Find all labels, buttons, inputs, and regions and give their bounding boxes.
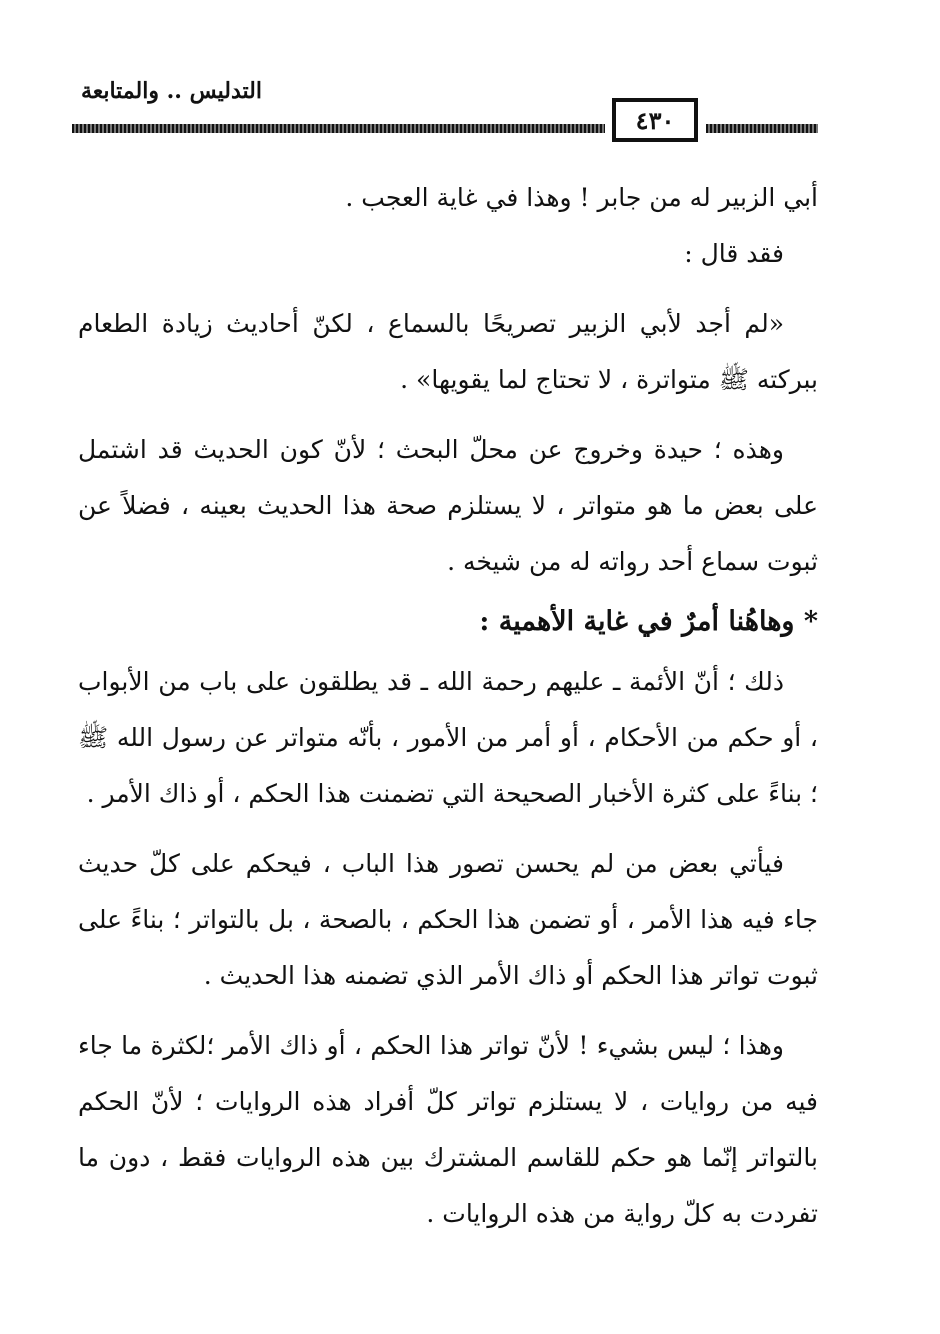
page-body bbox=[78, 170, 818, 1242]
header-rule-left bbox=[72, 124, 605, 133]
section-heading: * وهاهُنا أمرٌ في غاية الأهمية : bbox=[479, 606, 818, 637]
paragraph-spacer bbox=[78, 822, 818, 836]
quotation: «لم أجد لأبي الزبير تصريحًا بالسماع ، لكنّ أحاديث زيادة الطعام ببركته ﷺ متواترة ، لا تحتاج لما يقويها» . bbox=[78, 309, 818, 394]
paragraph-1: أبي الزبير له من جابر ! وهذا في غاية العجب . bbox=[345, 183, 818, 212]
paragraph-4: ذلك ؛ أنّ الأئمة ـ عليهم رحمة الله ـ قد يطلقون على باب من الأبواب ، أو حكم من الأحكام ، أو أمر من الأمور ، بأنّه متواتر عن رسول الله ﷺ ؛ بناءً على كثرة الأخبار الصحيحة التي تضمنت هذا الحكم ، أو ذاك الأمر . bbox=[78, 667, 818, 808]
paragraph-spacer bbox=[78, 1004, 818, 1018]
header-rule-right bbox=[706, 124, 818, 133]
paragraph-2: فقد قال : bbox=[684, 239, 784, 268]
paragraph-6: وهذا ؛ ليس بشيء ! لأنّ تواتر هذا الحكم ، أو ذاك الأمر ؛لكثرة ما جاء فيه من روايات ، لا يستلزم تواتر كلّ أفراد هذه الروايات ؛ لأنّ الحكم بالتواتر إنّما هو حكم للقاسم المشترك بين هذه الروايات فقط ، دون ما تفردت به كلّ رواية من هذه الروايات . bbox=[78, 1031, 818, 1228]
paragraph-3: وهذه ؛ حيدة وخروج عن محلّ البحث ؛ لأنّ كون الحديث قد اشتمل على بعض ما هو متواتر ، لا يستلزم صحة هذا الحديث بعينه ، فضلاً عن ثبوت سماع أحد رواته له من شيخه . bbox=[78, 435, 818, 576]
paragraph-spacer bbox=[78, 282, 818, 296]
page-number: ٤٣٠ bbox=[612, 98, 698, 142]
paragraph-spacer bbox=[78, 408, 818, 422]
running-title: التدليس .. والمتابعة bbox=[80, 78, 262, 104]
paragraph-5: فيأتي بعض من لم يحسن تصور هذا الباب ، فيحكم على كلّ حديث جاء فيه هذا الأمر ، أو تضمن هذا الحكم ، بالصحة ، بل بالتواتر ؛ بناءً على ثبوت تواتر هذا الحكم أو ذاك الأمر الذي تضمنه هذا الحديث . bbox=[78, 849, 818, 990]
